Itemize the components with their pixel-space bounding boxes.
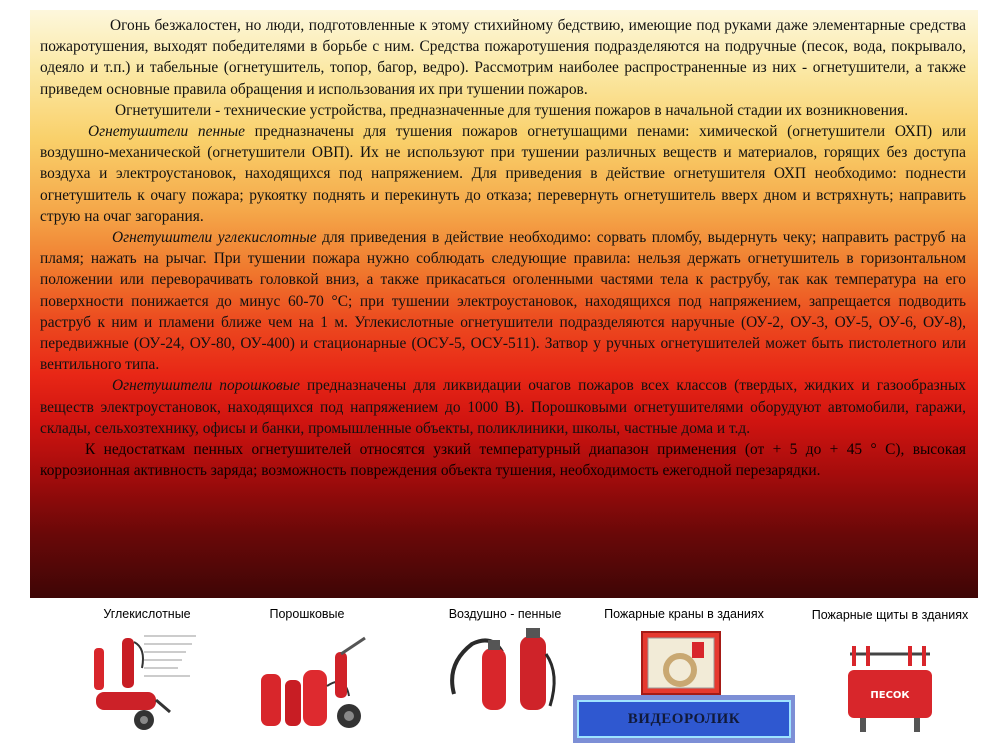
paragraph-definition: Огнетушители - технические устройства, предназначенные для тушения пожаров в начальной стадии их возникновения. <box>115 101 909 119</box>
caption-fire-shields: Пожарные щиты в зданиях <box>811 608 969 622</box>
air-foam-extinguishers-image <box>444 624 564 722</box>
foam-text: предназначены для тушения пожаров огнетушащими пенами: химической (огнетушители ОХП) или воздушно-механической (огнетушители ОВП). Их не используют при тушении различных веществ и материалов, горящих без доступа воздуха и электроустановок, находящихся под напряжением. Для приведения в действие огнетушителя ОХП необходимо: поднести огнетушитель к очагу пожара; рукоятку поднять и перекинуть до отказа; перевернуть огнетушитель вверх дном и встряхнуть; направить струю на очаг загорания. <box>40 123 966 225</box>
text-panel <box>30 10 978 598</box>
co2-text: для приведения в действие необходимо: сорвать пломбу, выдернуть чеку; направить раструб на пламя; нажать на рычаг. При тушении пожара нужно соблюдать следующие правила: нельзя держать огнетушитель в горизонтальном положении или переворачивать головкой вниз, а также прикасаться оголенными частями тела к раструбу, так как температура на его поверхности понижается до минус 60-70 °С; при тушении электроустановок, находящихся под напряжением, запрещается подводить раструб к ним и пламени ближе чем на 1 м. Углекислотные огнетушители подразделяются наручные (ОУ-2, ОУ-3, ОУ-5, ОУ-6, ОУ-8), передвижные (ОУ-24, ОУ-80, ОУ-400) и стационарные (ОСУ-5, ОСУ-511). Затвор у ручных огнетушителей может быть пистолетного или вентильного типа. <box>40 229 966 374</box>
co2-cylinder-small <box>94 648 104 690</box>
foam-cylinder-right <box>520 636 546 710</box>
fire-shield-image <box>840 640 940 734</box>
sand-label: ПЕСОК <box>870 690 910 701</box>
paragraph-drawbacks: К недостаткам пенных огнетушителей относятся узкий температурный диапазон применения (от + 5 до + 45 ° С), высокая коррозионная активность заряда; возможность повреждения объекта тушения, необходимость ежегодной перезарядки. <box>40 441 966 480</box>
video-button[interactable] <box>573 695 795 743</box>
co2-cylinder-medium <box>122 638 134 688</box>
co2-trolley-cylinder <box>96 692 156 710</box>
paragraph-foam <box>40 121 966 227</box>
fire-hydrant-cabinet-image <box>640 630 722 696</box>
article-text <box>40 15 966 481</box>
co2-extinguishers-image <box>86 628 216 736</box>
paragraph-co2 <box>40 227 966 375</box>
powder-extinguishers-image <box>255 636 373 734</box>
caption-hydrants: Пожарные краны в зданиях <box>604 607 764 621</box>
caption-powder: Порошковые <box>269 607 345 621</box>
foam-cylinder-left <box>482 648 506 710</box>
paragraph-powder <box>40 375 966 439</box>
caption-air-foam: Воздушно - пенные <box>448 607 562 621</box>
paragraph-intro: Огонь безжалостен, но люди, подготовленные к этому стихийному бедствию, имеющие под руками даже элементарные средства пожаротушения, выходят победителями в борьбе с ним. Средства пожаротушения подразделяются на подручные (песок, вода, покрывало, одеяло и т.п.) и табельные (огнетушитель, топор, багор, ведро). Рассмотрим наиболее распространенные из них - огнетушители, а также приведем основные правила обращения и использования их при тушении пожаров. <box>40 17 966 98</box>
co2-term: Огнетушители углекислотные <box>112 229 317 247</box>
powder-text: предназначены для ликвидации очагов пожаров всех классов (твердых, жидких и газообразных веществ электроустановок, находящихся под напряжением до 1000 В). Порошковыми огнетушителями оборудуют автомобили, гаражи, склады, сельхозтехнику, офисы и банки, промышленные объекты, поликлиники, школы, частные дома и т.д. <box>40 377 966 437</box>
powder-term: Огнетушители порошковые <box>112 377 300 395</box>
powder-cylinder-main <box>303 670 327 726</box>
foam-term: Огнетушители пенные <box>88 123 245 141</box>
video-button-label[interactable]: ВИДЕОРОЛИК <box>577 700 791 738</box>
caption-co2: Углекислотные <box>103 607 191 621</box>
powder-cylinder-left <box>261 674 281 726</box>
